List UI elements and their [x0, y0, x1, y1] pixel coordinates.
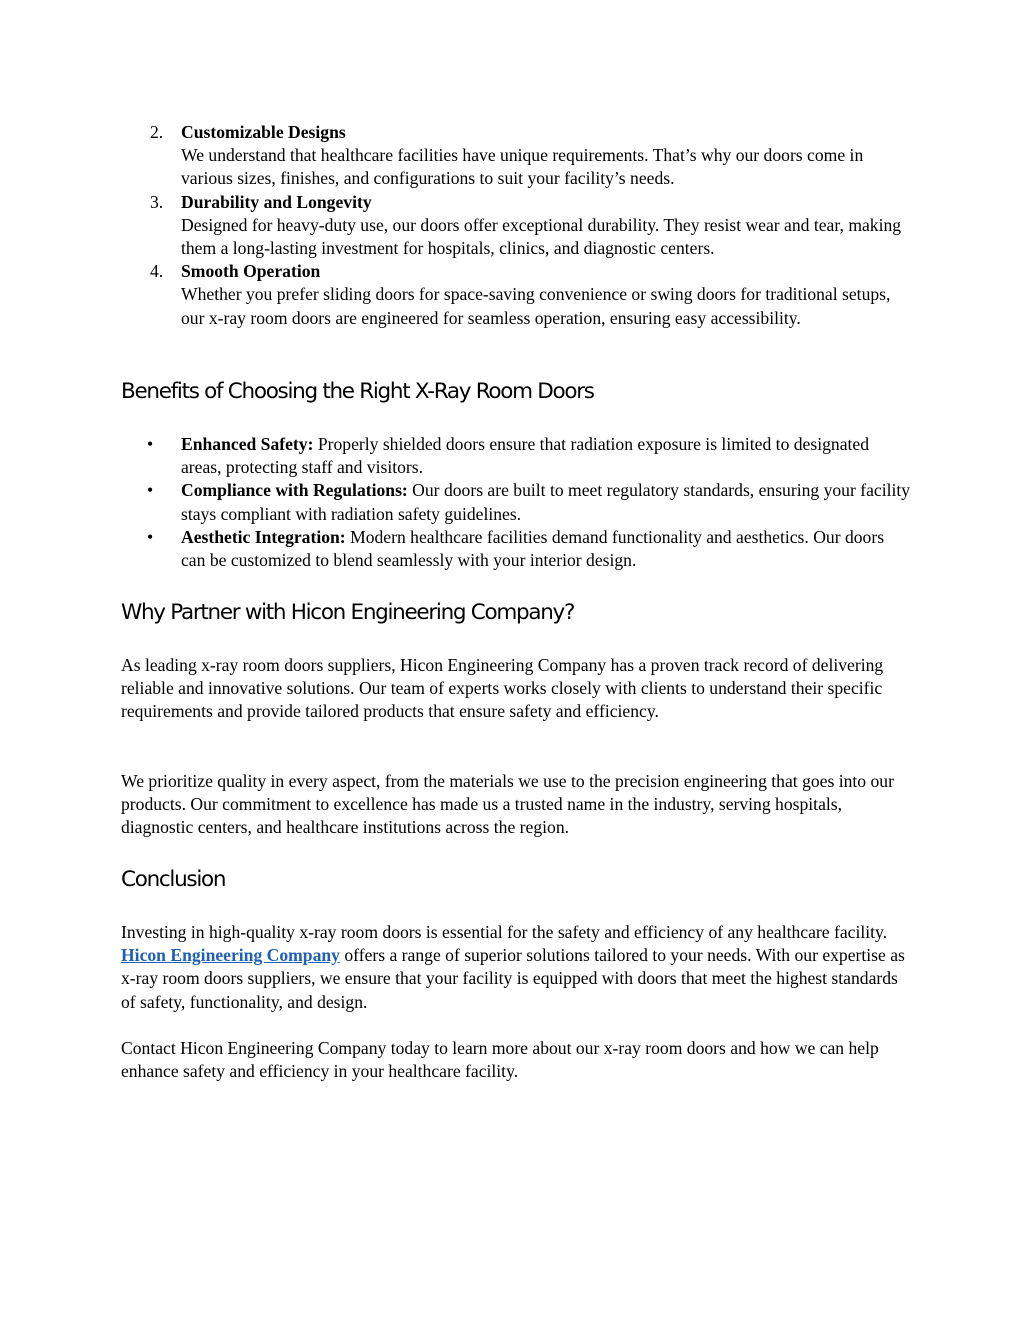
partner-section-header	[121, 599, 911, 627]
list-item-lead: Compliance with Regulations:	[181, 480, 408, 501]
benefits-heading: Benefits of Choosing the Right X-Ray Room Doors	[121, 379, 594, 404]
paragraph-text: offers a range of superior solutions tailored to your needs. With our expertise as x-ray room doors suppliers, we ensure that your facility is equipped with doors that meet the highest standards of safety, functionality, and design.	[121, 945, 905, 1012]
benefits-section-header	[121, 378, 911, 406]
bullet-icon: •	[147, 526, 154, 547]
conclusion-heading: Conclusion	[121, 867, 226, 892]
list-item-title: Durability and Longevity	[181, 191, 372, 212]
list-item	[121, 260, 911, 330]
paragraph: We prioritize quality in every aspect, from the materials we use to the precision engineering that goes into our products. Our commitment to excellence has made us a trusted name in the industry, serving hospitals, diagnostic centers, and healthcare institutions across the region.	[121, 771, 894, 838]
list-item-description: Whether you prefer sliding doors for space-saving convenience or swing doors for traditional setups, our x-ray room doors are engineered for seamless operation, ensuring easy accessibility.	[181, 284, 891, 328]
list-item-title: Customizable Designs	[181, 122, 346, 142]
paragraph: Contact Hicon Engineering Company today to learn more about our x-ray room doors and how we can help enhance safety and efficiency in your healthcare facility.	[121, 1038, 879, 1082]
list-item-title: Smooth Operation	[181, 261, 321, 282]
features-numbered-list	[121, 121, 911, 330]
list-item	[121, 121, 911, 191]
list-item	[121, 433, 911, 479]
list-item-lead: Aesthetic Integration:	[181, 526, 346, 547]
hicon-engineering-link[interactable]: Hicon Engineering Company	[121, 945, 340, 966]
partner-heading: Why Partner with Hicon Engineering Company?	[121, 600, 575, 625]
paragraph-text: Investing in high-quality x-ray room doors is essential for the safety and efficiency of any healthcare facility.	[121, 922, 888, 942]
list-item	[121, 526, 911, 572]
conclusion-section-header	[121, 866, 911, 894]
list-item	[121, 479, 911, 525]
list-item-text: Modern healthcare facilities demand functionality and aesthetics. Our doors can be customized to blend seamlessly with your interior design.	[181, 526, 885, 571]
list-marker: 3.	[150, 191, 164, 212]
partner-paragraph-1	[121, 654, 906, 724]
benefits-bullet-list	[121, 433, 911, 572]
list-item-lead: Enhanced Safety:	[181, 434, 314, 454]
bullet-icon: •	[147, 480, 154, 501]
partner-paragraph-2	[121, 770, 906, 840]
conclusion-paragraph-1	[121, 921, 906, 1014]
list-item-description: We understand that healthcare facilities have unique requirements. That’s why our doors come in various sizes, finishes, and configurations to suit your facility’s needs.	[181, 145, 864, 189]
conclusion-paragraph-2	[121, 1037, 906, 1083]
list-marker: 4.	[150, 261, 164, 282]
list-item-text: Properly shielded doors ensure that radiation exposure is limited to designated areas, protecting staff and visitors.	[181, 434, 869, 478]
list-item-text: Our doors are built to meet regulatory standards, ensuring your facility stays compliant with radiation safety guidelines.	[181, 480, 911, 524]
bullet-icon: •	[147, 434, 154, 454]
list-item-description: Designed for heavy-duty use, our doors offer exceptional durability. They resist wear and tear, making them a long-lasting investment for hospitals, clinics, and diagnostic centers.	[181, 214, 902, 259]
paragraph: As leading x-ray room doors suppliers, Hicon Engineering Company has a proven track record of delivering reliable and innovative solutions. Our team of experts works closely with clients to understand their specific requirements and provide tailored products that ensure safety and efficiency.	[121, 655, 884, 722]
list-item	[121, 191, 911, 261]
paragraph	[121, 921, 906, 1014]
list-marker: 2.	[150, 122, 164, 142]
